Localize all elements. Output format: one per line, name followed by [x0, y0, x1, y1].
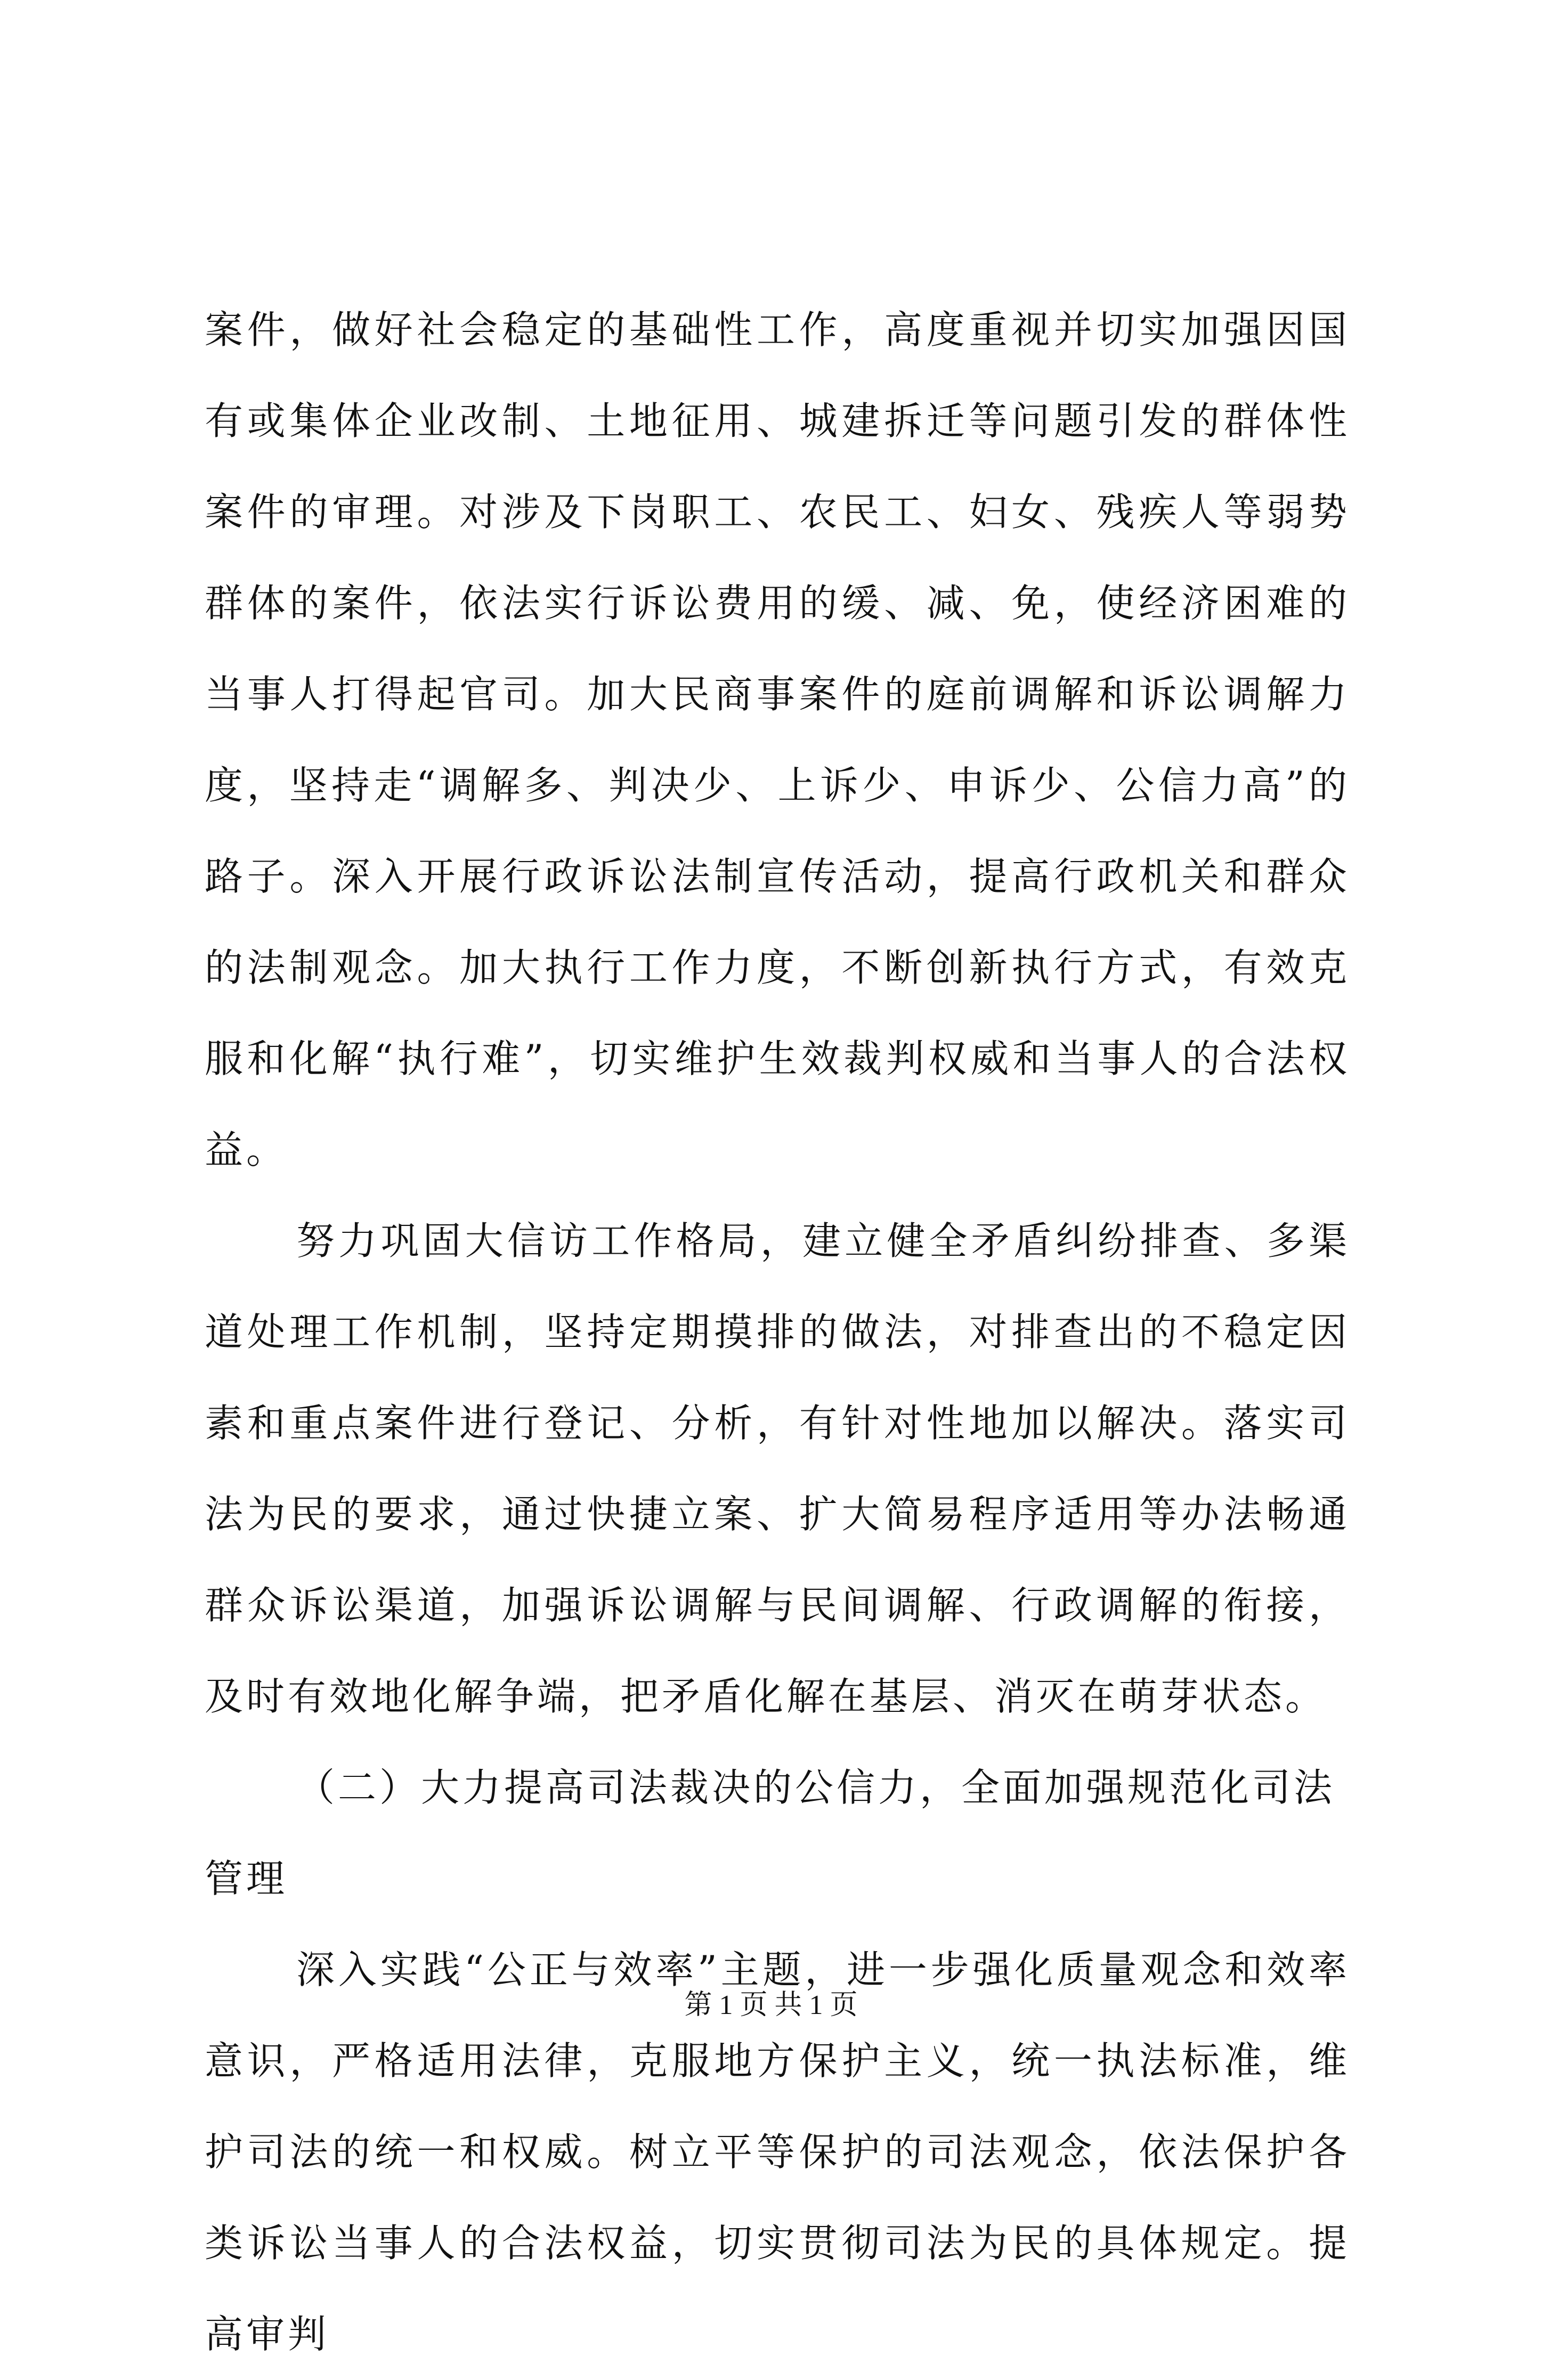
section-heading: （二）大力提高司法裁决的公信力，全面加强规范化司法管理 [205, 1765, 1336, 1901]
paragraph-continuation: 案件，做好社会稳定的基础性工作，高度重视并切实加强因国有或集体企业改制、土地征用、城建拆迁等问题引发的群体性案件的审理。对涉及下岗职工、农民工、妇女、残疾人等弱势群体的案件，依法实行诉讼费用的缓、减、免，使经济困难的当事人打得起官司。加大民商事案件的庭前调解和诉讼调解力度，坚持走“调解多、判决少、上诉少、申诉少、公信力高”的路子。深入开展行政诉讼法制宣传活动，提高行政机关和群众的法制观念。加大执行工作力度，不断创新执行方式，有效克服和化解“执行难”，切实维护生效裁判权威和当事人的合法权益。 [205, 307, 1350, 1172]
paragraph-fairness-efficiency: 深入实践“公正与效率”主题，进一步强化质量观念和效率意识，严格适用法律，克服地方保护主义，统一执法标准，维护司法的统一和权威。树立平等保护的司法观念，依法保护各类诉讼当事人的合法权益，切实贯彻司法为民的具体规定。提高审判 [205, 1947, 1350, 2357]
document-body [205, 285, 1350, 2380]
paragraph-petition-work: 努力巩固大信访工作格局，建立健全矛盾纠纷排查、多渠道处理工作机制，坚持定期摸排的做法，对排查出的不稳定因素和重点案件进行登记、分析，有针对性地加以解决。落实司法为民的要求，通过快捷立案、扩大简易程序适用等办法畅通群众诉讼渠道，加强诉讼调解与民间调解、行政调解的衔接，及时有效地化解争端，把矛盾化解在基层、消灭在萌芽状态。 [205, 1219, 1350, 1719]
page-footer: 第 1 页 共 1 页 [684, 1990, 858, 2020]
